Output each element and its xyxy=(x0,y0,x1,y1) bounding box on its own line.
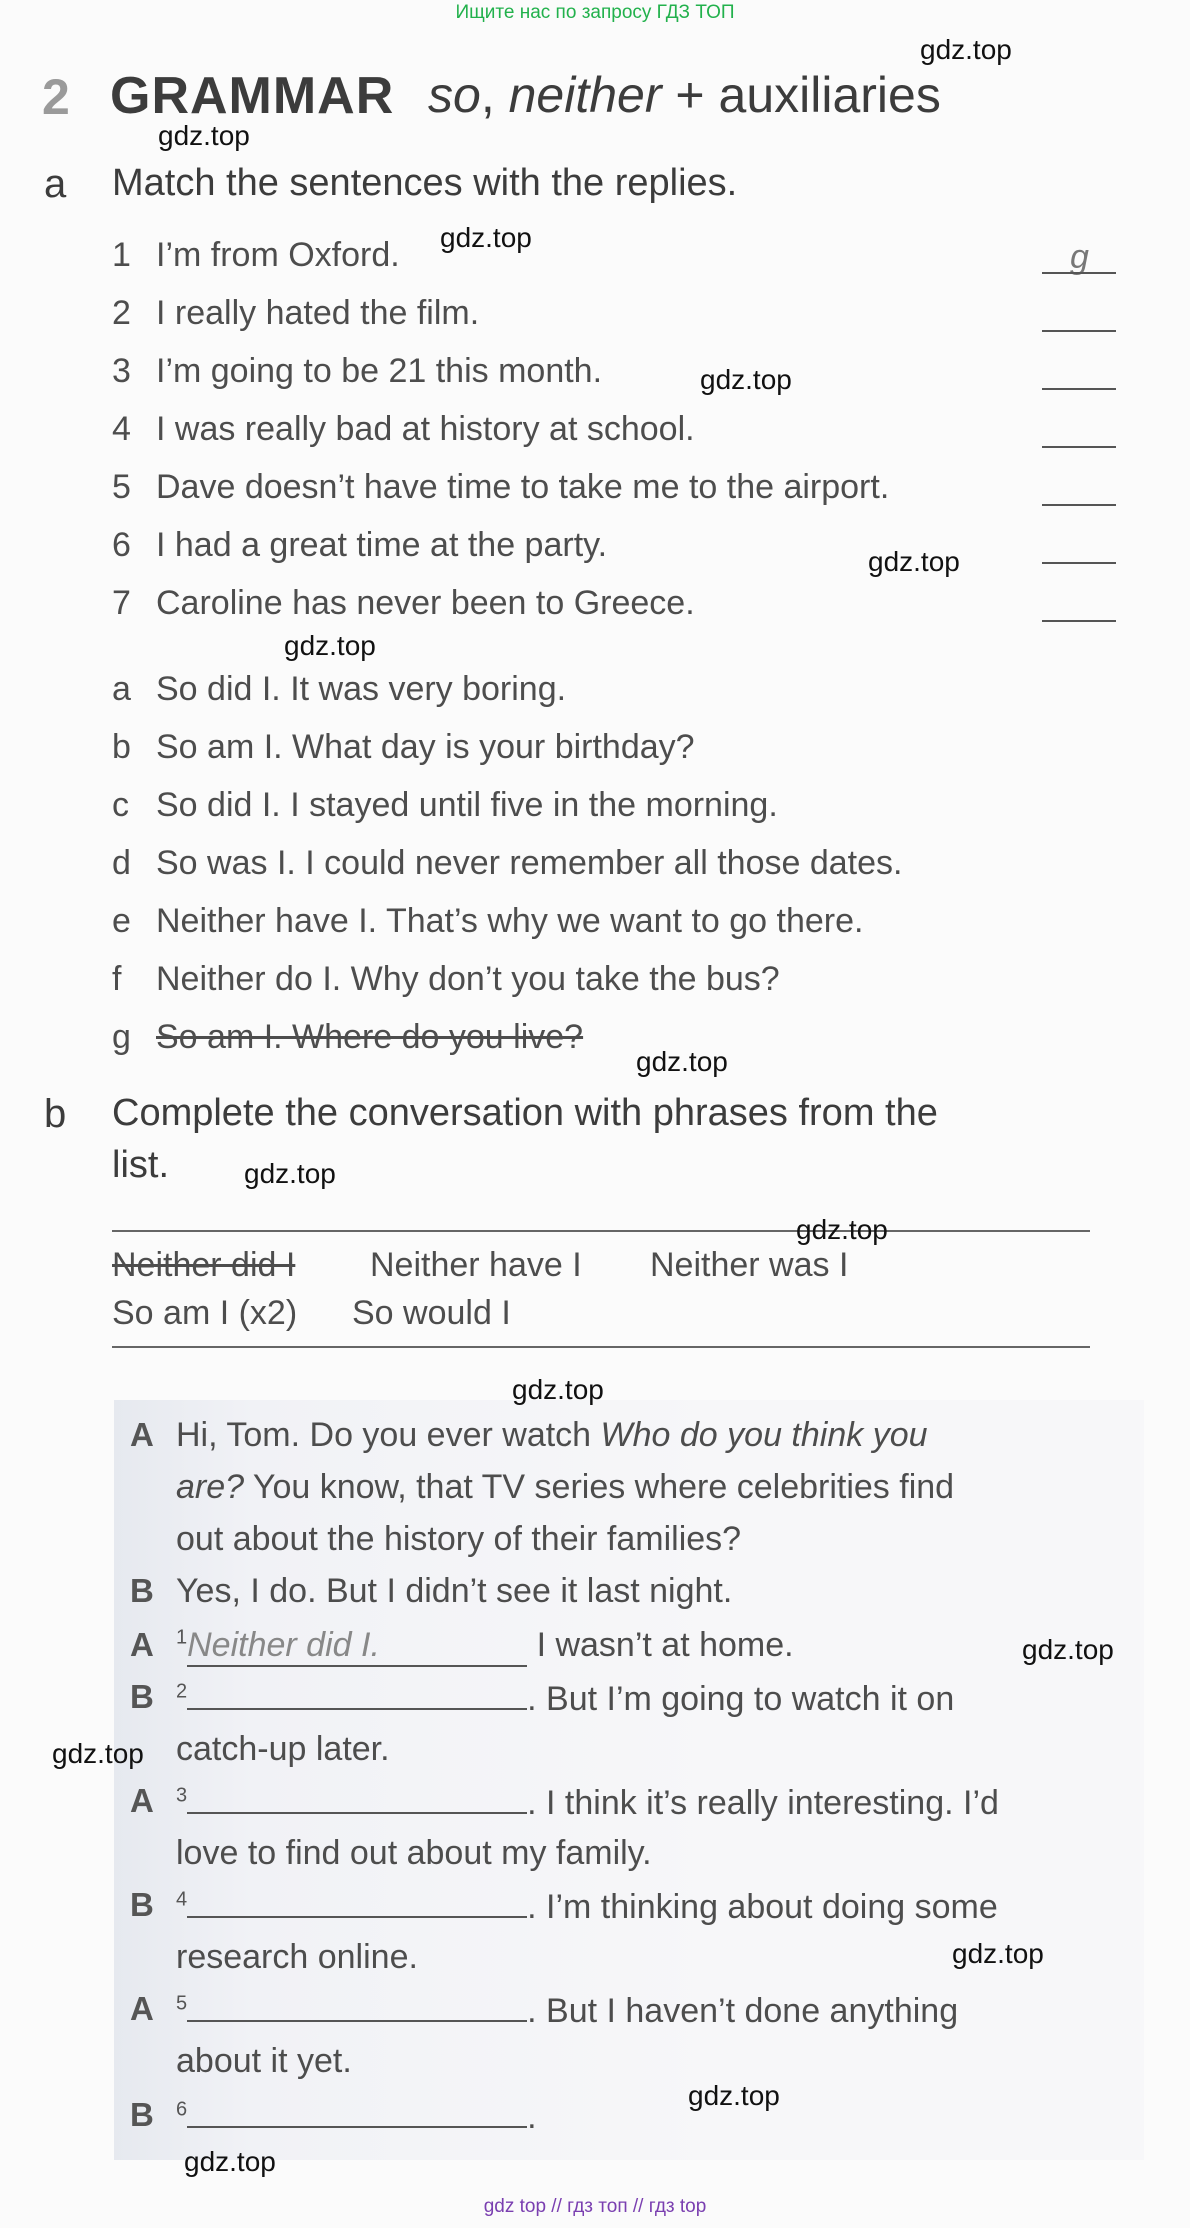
watermark: gdz.top xyxy=(636,1046,728,1077)
sentence-1: 1 I’m from Oxford. xyxy=(112,236,400,274)
watermark: gdz.top xyxy=(284,630,376,661)
dialogue-line-10: $^4$ . I’m thinking about doing some xyxy=(176,1888,998,1926)
dialogue-line-14: $^6$ . xyxy=(176,2098,537,2136)
section-subtitle: so, neither + auxiliaries xyxy=(428,67,941,123)
speaker-a: A xyxy=(130,1626,154,1663)
section-number: 2 xyxy=(42,69,70,125)
answer-1: g xyxy=(1070,238,1089,276)
reply-a: a So did I. It was very boring. xyxy=(112,670,567,708)
answer-blank-4[interactable] xyxy=(1042,446,1116,448)
dialogue-line-7: catch-up later. xyxy=(176,1730,390,1768)
watermark: gdz.top xyxy=(52,1738,144,1769)
reply-c: c So did I. I stayed until five in the morning. xyxy=(112,786,778,824)
dialogue-line-3: out about the history of their families? xyxy=(176,1520,742,1558)
speaker-b: B xyxy=(130,1572,154,1609)
answer-blank-5[interactable] xyxy=(1042,504,1116,506)
dialogue-line-6: $^2$ . But I’m going to watch it on xyxy=(176,1680,955,1718)
phrase-neither-have-i: Neither have I xyxy=(370,1246,582,1284)
reply-d: d So was I. I could never remember all those dates. xyxy=(112,844,903,882)
watermark: gdz.top xyxy=(700,364,792,395)
phrase-neither-did-i: Neither did I xyxy=(112,1246,296,1284)
dialogue-line-1: Hi, Tom. Do you ever watch Who do you think you xyxy=(176,1416,928,1454)
phrase-so-am-i: So am I (x2) xyxy=(112,1294,298,1332)
watermark: gdz.top xyxy=(952,1938,1044,1969)
watermark: gdz.top xyxy=(440,222,532,253)
watermark: gdz.top xyxy=(868,546,960,577)
speaker-b: B xyxy=(130,2096,154,2133)
sentence-7: 7 Caroline has never been to Greece. xyxy=(112,584,695,622)
speaker-b: B xyxy=(130,1886,154,1923)
dialogue-line-2: are? You know, that TV series where celebrities find xyxy=(176,1468,955,1506)
watermark: gdz.top xyxy=(1022,1634,1114,1665)
speaker-b: B xyxy=(130,1678,154,1715)
dialogue-line-5: $^1$Neither did I. I wasn’t at home. xyxy=(176,1626,794,1667)
phrase-box-top-rule xyxy=(112,1230,1090,1232)
footer-links[interactable]: gdz top // гдз топ // гдз top xyxy=(483,2196,707,2217)
sentence-3: 3 I’m going to be 21 this month. xyxy=(112,352,603,390)
answer-blank-7[interactable] xyxy=(1042,620,1116,622)
watermark: gdz.top xyxy=(688,2080,780,2111)
watermark: gdz.top xyxy=(920,34,1012,65)
watermark: gdz.top xyxy=(512,1374,604,1405)
part-b-instruction-line2: list. xyxy=(112,1144,169,1186)
dialogue-line-12: $^5$ . But I haven’t done anything xyxy=(176,1992,959,2030)
gap-2[interactable] xyxy=(187,1678,527,1710)
part-b-letter: b xyxy=(44,1092,67,1136)
sentence-2: 2 I really hated the film. xyxy=(112,294,480,332)
part-a-letter: a xyxy=(44,162,67,206)
speaker-a: A xyxy=(130,1782,154,1819)
gap-4[interactable] xyxy=(187,1886,527,1918)
phrase-box-bottom-rule xyxy=(112,1346,1090,1348)
gap-1-answer[interactable]: Neither did I. xyxy=(187,1626,527,1667)
dialogue-line-11: research online. xyxy=(176,1938,418,1976)
part-a-instruction: Match the sentences with the replies. xyxy=(112,162,738,204)
reply-f: f Neither do I. Why don’t you take the bus? xyxy=(112,960,780,998)
reply-g: g So am I. Where do you live? xyxy=(112,1018,584,1056)
top-search-link[interactable]: Ищите нас по запросу ГДЗ ТОП xyxy=(455,2,735,23)
answer-blank-3[interactable] xyxy=(1042,388,1116,390)
sentence-5: 5 Dave doesn’t have time to take me to the airport. xyxy=(112,468,890,506)
dialogue-line-9: love to find out about my family. xyxy=(176,1834,652,1872)
gap-3[interactable] xyxy=(187,1782,527,1814)
section-title: GRAMMAR xyxy=(110,67,395,125)
sentence-6: 6 I had a great time at the party. xyxy=(112,526,608,564)
watermark: gdz.top xyxy=(244,1158,336,1189)
watermark: gdz.top xyxy=(158,120,250,151)
speaker-a: A xyxy=(130,1990,154,2027)
dialogue-line-8: $^3$ . I think it’s really interesting. I’d xyxy=(176,1784,999,1822)
dialogue-line-4: Yes, I do. But I didn’t see it last night. xyxy=(176,1572,733,1610)
dialogue-line-13: about it yet. xyxy=(176,2042,352,2080)
gap-6[interactable] xyxy=(187,2096,527,2128)
phrase-neither-was-i: Neither was I xyxy=(650,1246,849,1284)
reply-e: e Neither have I. That’s why we want to go there. xyxy=(112,902,864,940)
watermark: gdz.top xyxy=(796,1214,888,1245)
sentence-4: 4 I was really bad at history at school. xyxy=(112,410,695,448)
reply-b: b So am I. What day is your birthday? xyxy=(112,728,695,766)
speaker-a: A xyxy=(130,1416,154,1453)
phrase-so-would-i: So would I xyxy=(352,1294,511,1332)
part-b-instruction-line1: Complete the conversation with phrases from the xyxy=(112,1092,938,1134)
answer-blank-1[interactable] xyxy=(1042,272,1116,274)
answer-blank-2[interactable] xyxy=(1042,330,1116,332)
answer-blank-6[interactable] xyxy=(1042,562,1116,564)
gap-5[interactable] xyxy=(187,1990,527,2022)
watermark: gdz.top xyxy=(184,2146,276,2177)
